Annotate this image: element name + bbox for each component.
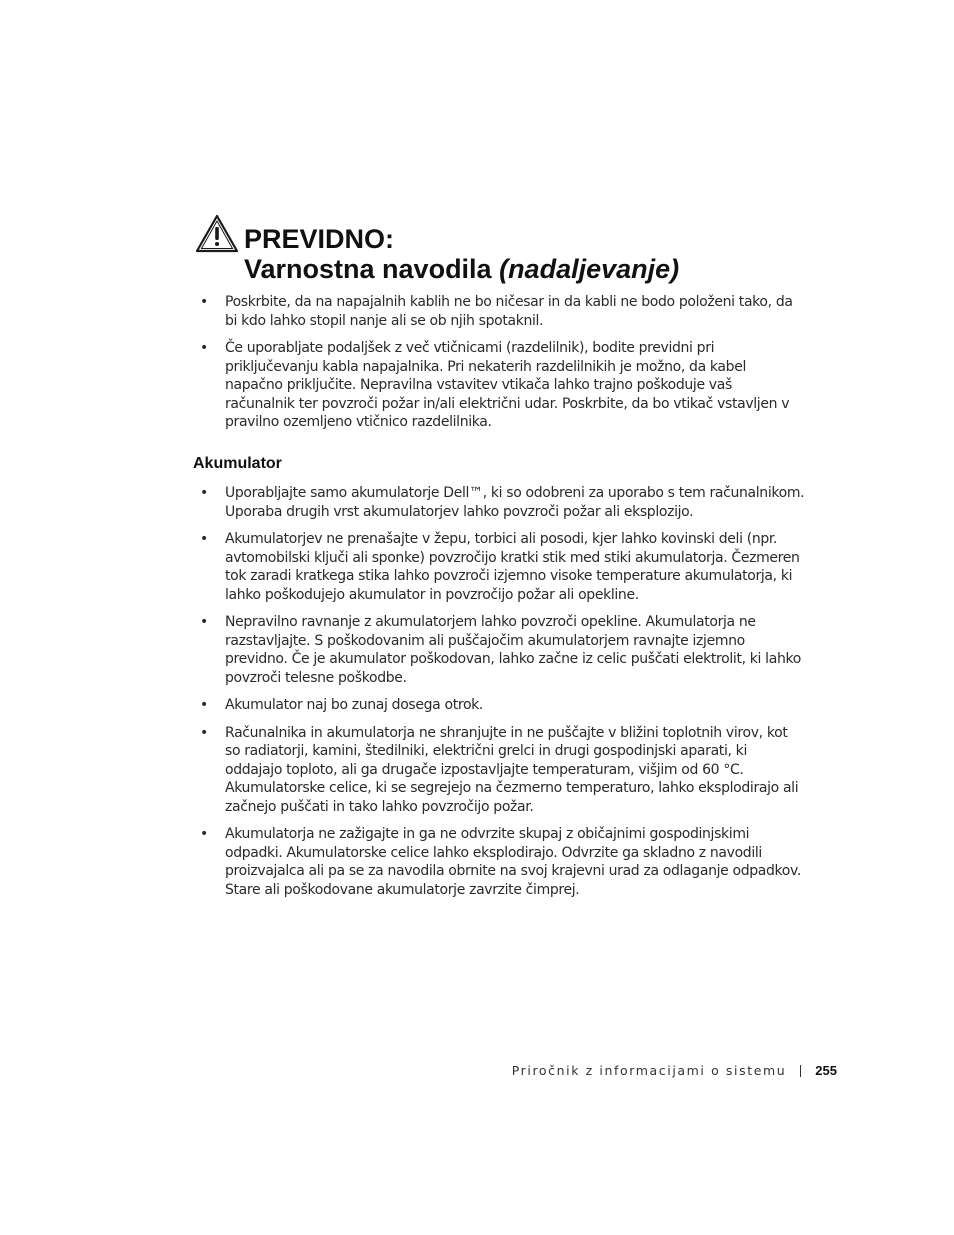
title-line-1: PREVIDNO: <box>244 224 395 254</box>
list-item: • Akumulatorja ne zažigajte in ga ne odvrzite skupaj z običajnimi gospodinjskimi odpadki. Akumulatorske celice lahko eksplodirajo. Odvrzite ga skladno z navodili proizvajalca ali pa se za navodila obrnite na svoj krajevni urad za odlaganje odpadkov. Stare ali poškodovane akumulatorje zavrzite čimprej. <box>200 825 805 899</box>
footer-divider <box>800 1065 801 1077</box>
title-main: Varnostna navodila <box>244 254 500 284</box>
list-item: • Računalnika in akumulatorja ne shranjujte in ne puščajte v bližini toplotnih virov, kot so radiatorji, kamini, štedilniki, električni grelci in drugi gospodinjski aparati, ki oddajajo toploto, ali ga drugače izpostavljajte temperaturam, višjim od 60 °C. Akumulatorske celice, ki se segrejejo na čezmerno temperaturo, lahko eksplodirajo ali začnejo puščati in tako lahko povzročijo požar. <box>200 724 805 817</box>
list-item: • Nepravilno ravnanje z akumulatorjem lahko povzroči opekline. Akumulatorja ne razstavljajte. S poškodovanim ali puščajočim akumulatorjem ravnajte izjemno previdno. Če je akumulator poškodovan, lahko začne iz celic puščati elektrolit, ki lahko povzroči telesne poškodbe. <box>200 613 805 687</box>
title-line-2 <box>244 254 679 284</box>
section-heading: Akumulator <box>193 455 282 472</box>
page-footer <box>512 1063 837 1078</box>
footer-title: Priročnik z informacijami o sistemu <box>511 1063 787 1078</box>
page-title <box>244 224 679 284</box>
intro-bullet-list <box>200 293 805 441</box>
title-continuation: (nadaljevanje) <box>499 254 680 284</box>
list-item: • Če uporabljate podaljšek z več vtičnicami (razdelilnik), bodite previdni pri priključevanju kabla napajalnika. Pri nekaterih razdelilnikih je možno, da kabel napačno priključite. Nepravilna vstavitev vtikača lahko trajno poškoduje vaš računalnik ter povzroči požar in/ali električni udar. Poskrbite, da bo vtikač vstavljen v pravilno ozemljeno vtičnico razdelilnika. <box>200 339 805 432</box>
page-number: 255 <box>815 1063 837 1078</box>
list-item: • Uporabljajte samo akumulatorje Dell™, ki so odobreni za uporabo s tem računalnikom. Uporaba drugih vrst akumulatorjev lahko povzroči požar ali eksplozijo. <box>200 484 805 521</box>
list-item: • Poskrbite, da na napajalnih kablih ne bo ničesar in da kabli ne bodo položeni tako, da bi kdo lahko stopil nanje ali se ob njih spotaknil. <box>200 293 805 330</box>
list-item: • Akumulatorjev ne prenašajte v žepu, torbici ali posodi, kjer lahko kovinski deli (npr. avtomobilski ključi ali sponke) povzročijo kratki stik med stiki akumulatorja. Čezmeren tok zaradi kratkega stika lahko povzroči izjemno visoke temperature akumulatorja, ki lahko poškodujejo akumulator in povzročijo požar ali opekline. <box>200 530 805 604</box>
list-item: • Akumulator naj bo zunaj dosega otrok. <box>200 696 805 715</box>
battery-bullet-list <box>200 484 805 908</box>
warning-triangle-icon <box>195 214 239 254</box>
